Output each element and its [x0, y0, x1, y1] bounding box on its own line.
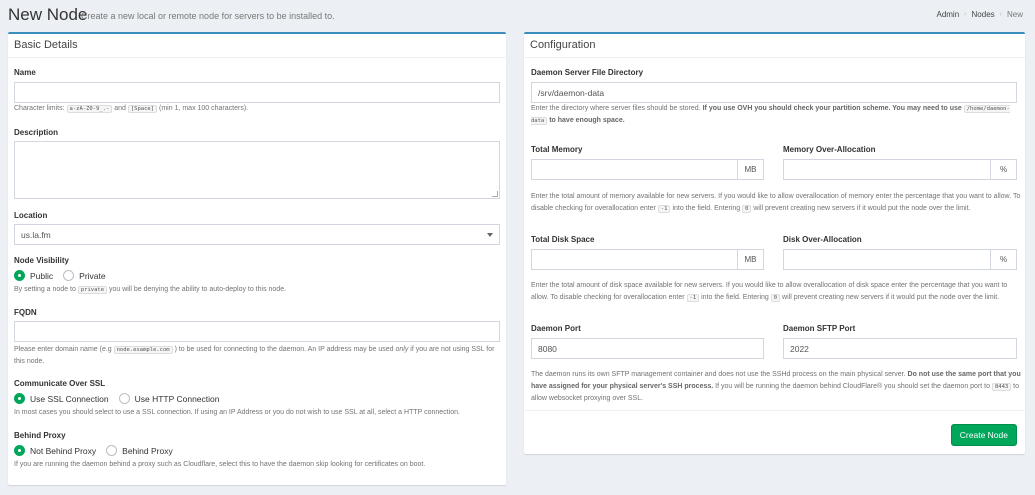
memory-help-text: Enter the total amount of memory available for new servers. If you would like to allow overallocation of memory enter the percentage that you want to [531, 193, 992, 200]
directory-label: Daemon Server File Directory [531, 68, 644, 77]
disk-help-code: 0 [771, 294, 780, 302]
divider [524, 410, 1025, 411]
location-value: us.la.fm [21, 230, 51, 240]
disk-help-text: will prevent creating new servers if it would put the node [782, 294, 956, 301]
name-help-text: Character limits: [14, 105, 65, 112]
port-help-text: If you will be running the daemon behind CloudFlare® you should set the [715, 383, 941, 390]
port-help [531, 369, 1021, 405]
disk-over-label: Disk Over-Allocation [783, 235, 862, 244]
proxy-radio-group [14, 445, 183, 456]
radio-use-http[interactable] [119, 393, 130, 404]
name-label: Name [14, 68, 36, 77]
memory-help-text: limit. [956, 205, 971, 212]
description-label: Description [14, 128, 59, 137]
visibility-help [14, 284, 500, 296]
radio-private-label[interactable]: Private [79, 270, 106, 281]
proxy-help: If you are running the daemon behind a proxy such as Cloudflare, select this to have the daemon skip looking for certificates on boot. [14, 461, 426, 468]
port-help-text: The daemon runs its own SFTP management container and does not use the SSHd process on the main physical server. [531, 371, 906, 378]
port-help-code: 8443 [992, 383, 1011, 391]
directory-help-bold: to have enough space. [549, 117, 625, 124]
directory-help-code: /home/daemon-data [531, 106, 1010, 124]
proxy-label: Behind Proxy [14, 431, 66, 440]
breadcrumb-admin[interactable]: Admin [936, 10, 960, 19]
ssl-radio-group [14, 393, 229, 404]
port-label: Daemon Port [531, 324, 581, 333]
disk-help-text: want to allow. To disable checking for overallocation enter [531, 282, 1008, 301]
configuration-title: Configuration [530, 39, 596, 51]
basic-details-title: Basic Details [14, 39, 78, 51]
fqdn-label: FQDN [14, 308, 37, 317]
name-help-text: (min 1, max 100 characters). [159, 105, 249, 112]
memory-help-text: will prevent creating new servers if it would put the node over the [753, 205, 955, 212]
disk-over-unit-addon: % [990, 249, 1017, 270]
create-node-button[interactable]: Create Node [951, 424, 1017, 446]
visibility-help-text: you will be denying the ability to auto-deploy to this node. [108, 286, 287, 293]
memory-help-text: into the field. Entering [672, 205, 741, 212]
breadcrumb-nodes[interactable]: Nodes [971, 10, 995, 19]
port-help-text: daemon port to [942, 383, 991, 390]
port-help-bold: that you have assigned for your physical server's SSH process. [531, 371, 1021, 390]
ssl-help: In most cases you should select to use a SSL connection. If using an IP Address or you do not wish to use SSL at all, select a HTTP connection. [14, 409, 460, 416]
memory-over-unit-addon: % [990, 159, 1017, 180]
location-label: Location [14, 211, 48, 220]
disk-unit-addon: MB [737, 249, 764, 270]
radio-not-behind-proxy-label[interactable]: Not Behind Proxy [30, 445, 97, 456]
disk-help [531, 280, 1021, 304]
memory-unit-addon: MB [737, 159, 764, 180]
name-help-code: [Space] [128, 105, 157, 113]
memory-help-text: allow. To disable checking for overallocation enter [531, 193, 1021, 212]
page-subtitle: Create a new local or remote node for servers to be installed to. [81, 11, 335, 21]
memory-help-code: -1 [658, 205, 671, 213]
fqdn-help-text: Please enter domain name (e.g [14, 346, 112, 353]
disk-over-input[interactable] [783, 249, 1017, 270]
port-help-bold: Do not use the same port [907, 371, 992, 378]
directory-input[interactable]: /srv/daemon-data [531, 82, 1017, 103]
chevron-right-icon: › [999, 11, 1002, 18]
sftp-port-label: Daemon SFTP Port [783, 324, 856, 333]
caret-down-icon [487, 233, 493, 237]
directory-help [531, 103, 1019, 127]
sftp-port-input[interactable]: 2022 [783, 338, 1017, 359]
name-help-text: and [114, 105, 126, 112]
disk-help-text: over the limit. [957, 294, 1000, 301]
breadcrumb [936, 10, 1023, 19]
page-header [0, 0, 1035, 30]
name-help [14, 103, 500, 115]
radio-not-behind-proxy[interactable] [14, 445, 25, 456]
name-help-code: a-zA-Z0-9_.- [67, 105, 113, 113]
configuration-box [524, 32, 1025, 454]
fqdn-input[interactable] [14, 321, 500, 342]
fqdn-help-text: ) to be used for connecting to the daemon. An IP address may be used [174, 346, 394, 353]
visibility-label: Node Visibility [14, 256, 69, 265]
chevron-right-icon: › [964, 11, 967, 18]
disk-label: Total Disk Space [531, 235, 595, 244]
fqdn-help-emphasis: only [395, 346, 409, 353]
radio-use-ssl-label[interactable]: Use SSL Connection [30, 393, 109, 404]
visibility-radio-group [14, 270, 116, 281]
visibility-help-code: private [78, 286, 107, 294]
disk-help-code: -1 [687, 294, 700, 302]
location-select[interactable] [14, 224, 500, 245]
visibility-help-text: By setting a node to [14, 286, 76, 293]
memory-label: Total Memory [531, 145, 583, 154]
directory-help-text: Enter the directory where server files should be stored. [531, 105, 701, 112]
fqdn-help-text: if you are not using SSL for this node. [14, 346, 495, 365]
port-help-text: to allow websocket proxying over SSL. [531, 383, 1020, 402]
name-input[interactable] [14, 82, 500, 103]
disk-input[interactable] [531, 249, 764, 270]
port-input[interactable]: 8080 [531, 338, 764, 359]
radio-behind-proxy[interactable] [106, 445, 117, 456]
resize-grip-icon[interactable] [492, 191, 498, 197]
divider [524, 57, 1025, 58]
disk-help-text: Enter the total amount of disk space available for new servers. If you would like to allow overallocation of disk space enter the percentage that you [531, 282, 983, 289]
basic-details-box [8, 32, 506, 485]
radio-public[interactable] [14, 270, 25, 281]
page-title: New Node [8, 5, 88, 24]
radio-behind-proxy-label[interactable]: Behind Proxy [122, 445, 173, 456]
directory-help-bold: If you use OVH you should check your partition scheme. You may need to use [702, 105, 962, 112]
disk-help-text: into the field. Entering [701, 294, 769, 301]
divider [8, 57, 506, 58]
memory-input[interactable] [531, 159, 764, 180]
memory-over-label: Memory Over-Allocation [783, 145, 876, 154]
radio-private[interactable] [63, 270, 74, 281]
radio-use-ssl[interactable] [14, 393, 25, 404]
fqdn-help [14, 344, 500, 368]
memory-over-input[interactable] [783, 159, 1017, 180]
radio-use-http-label[interactable]: Use HTTP Connection [134, 393, 220, 404]
radio-public-label[interactable]: Public [30, 270, 54, 281]
description-textarea[interactable] [14, 141, 500, 199]
ssl-label: Communicate Over SSL [14, 379, 106, 388]
memory-help [531, 191, 1021, 215]
breadcrumb-new: New [1006, 10, 1023, 19]
fqdn-help-code: node.example.com [114, 346, 173, 354]
memory-help-code: 0 [742, 205, 751, 213]
